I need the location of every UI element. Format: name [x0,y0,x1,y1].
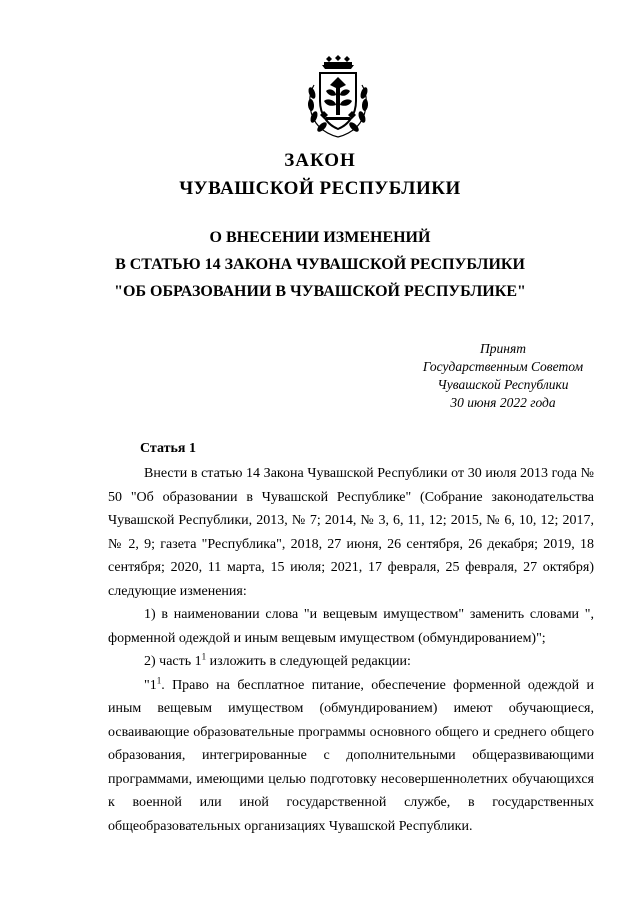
law-title: ЗАКОН [284,150,356,171]
adoption-line-1: Принят [480,341,526,356]
article-intro-paragraph: Внести в статью 14 Закона Чувашской Республики от 30 июля 2013 года № 50 "Об образовании в Чувашской Республике" (Собрание законодательства Чувашской Республики, 2013, № 7; 2014, № 3, 6, 11, 12; 2015, № 6, 10, 12; 2017, № 2, 9; газета "Республика", 2018, 27 июня, 26 сентября, 26 декабря; 2019, 18 сентября; 2020, 11 марта, 15 июля; 2021, 17 февраля, 25 февраля, 27 октября) следующие изменения: [108,466,594,599]
article-title: Статья 1 [140,441,196,456]
amendment-item-2 [108,650,594,674]
chuvash-emblem-icon [302,55,374,141]
quote-text: . Право на бесплатное питание, обеспечение форменной одеждой и иным вещевым имуществом (обмундированием) имеют обучающиеся, осваивающие образовательные программы основного общего и среднего общего образования, интегрированные с дополнительными общеразвивающими программами, имеющими целью подготовку несовершеннолетних обучающихся к военной или иной государственной службе, в государственных общеобразовательных организациях Чувашской Республики. [108,677,594,834]
item-2-superscript: 1 [201,651,207,662]
republic-title: ЧУВАШСКОЙ РЕСПУБЛИКИ [179,178,461,199]
article-body [108,462,594,838]
quote-start: "1 [144,677,157,693]
quote-superscript: 1 [156,674,162,685]
subject-line-1: О ВНЕСЕНИИ ИЗМЕНЕНИЙ [209,229,431,246]
quoted-part-paragraph [108,674,594,839]
adoption-line-2: Государственным Советом [422,359,584,374]
adoption-note [400,340,606,412]
amendment-item-1: 1) в наименовании слова "и вещевым имуществом" заменить словами ", форменной одеждой и иным вещевым имуществом (обмундированием)"; [108,607,594,646]
adoption-line-3: Чувашской Республики [437,377,569,392]
adoption-date: 30 июня 2022 года [450,395,556,410]
item-2-text-end: изложить в следующей редакции: [206,654,411,669]
item-2-text-start: 2) часть 1 [144,654,202,669]
subject-line-2: В СТАТЬЮ 14 ЗАКОНА ЧУВАШСКОЙ РЕСПУБЛИКИ [115,256,525,273]
subject-line-3: "ОБ ОБРАЗОВАНИИ В ЧУВАШСКОЙ РЕСПУБЛИКЕ" [114,283,526,300]
